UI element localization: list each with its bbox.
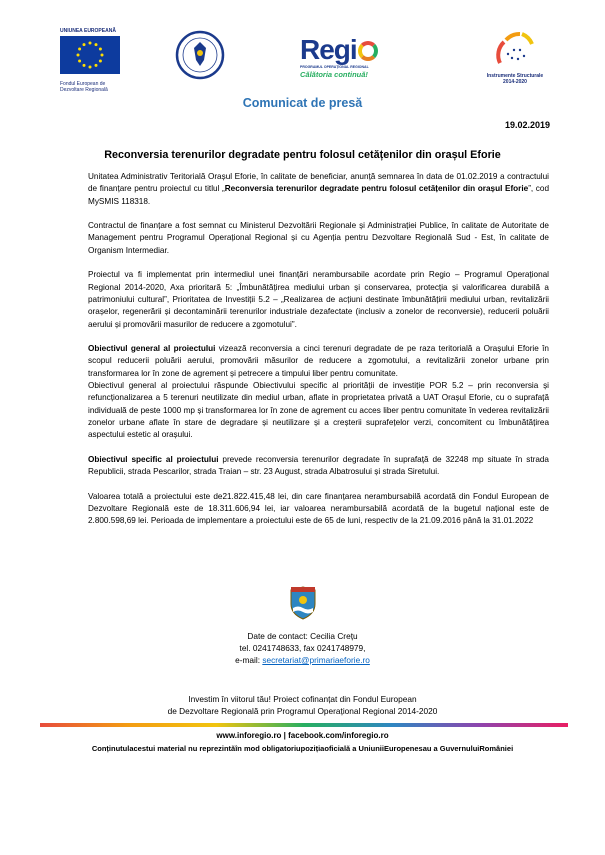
release-date: 19.02.2019 [504,120,550,130]
structural-instruments-logo [480,28,550,85]
footer-disclaimer: Conținutulacestui material nu reprezintăîn mod obligatoriupozițiaoficială a UniuniiEuropenesau a GuvernuluiRomâniei [91,744,514,753]
eforie-coat-of-arms-icon [288,586,318,620]
regio-o-icon [358,41,378,61]
document-title: Reconversia terenurilor degradate pentru folosul cetățenilor din orașul Eforie [104,149,501,161]
regio-logo [300,36,410,79]
contact-person: Date de contact: Cecilia Crețu [247,631,358,641]
paragraph-announcement: Unitatea Administrativ Teritorială Orașul Eforie, în calitate de beneficiar, anunță semnarea în data de 01.02.2019 a contractului de finanțare pentru proiectul cu titlul „Reconversia terenurilor degradate pentru folosul cetățenilor din orașul Eforie”, cod MySMIS 118318. [88,172,550,206]
eu-logo [60,28,122,93]
contact-email-line: e-mail: secretariat@primariaeforie.ro [235,655,370,665]
paragraph-general-objective: Obiectivul general al proiectului vizează reconversia a cinci terenuri degradate de pe raza teritorială a Orașului Eforie în scopul reducerii poluării aerului, promovării măsurilor de reducere a zgomotului, a revitalizării zonelor urbane prin transformarea lor în zone de agrement și petrecere a timpului liber pentru comunitate. [88,344,549,378]
regio-logo-subtitle: PROGRAMUL OPERAȚIONAL REGIONAL [300,65,369,69]
document-body [88,171,549,540]
paragraph-financing: Proiectul va fi implementat prin intermediul unei finanțări nerambursabile acordate prin Regio – Programul Operațional Regional 2014-2020, Axa prioritară 5: „Îmbunătățirea mediului urban și conservarea, protecția și valorificarea durabilă a patrimoniului cultural”, Prioritatea de Investiții 5.2 – „Realizarea de acțiuni destinate îmbunătățirii mediului urban, revitalizării orașelor, regenerării și decontaminării terenurilor industriale dezafectate (inclusiv a zonelor de reconversie), reducerii poluării aerului și promovării masurilor de reducere a zgomotului”. [88,270,549,329]
contact-phone: tel. 0241748633, fax 0241748979, [239,643,366,653]
eu-flag-icon [60,36,120,74]
eu-logo-fund: Fondul European de Dezvoltare Regională [60,81,108,93]
funding-statement: Investim în viitorul tău! Proiect cofinanțat din Fondul European de Dezvoltare Regională prin Programul Operațional Regional 2014-2020 [167,694,438,716]
contact-block [0,630,605,666]
eu-logo-caption: UNIUNEA EUROPEANĂ [60,28,116,34]
regio-logo-slogan: Călătoria continuă! [300,70,368,79]
email-link[interactable]: secretariat@primariaeforie.ro [262,655,370,665]
footer-links[interactable]: www.inforegio.ro | facebook.com/inforegio.ro [216,731,389,740]
logo-strip [0,18,605,93]
footer-divider [40,723,568,727]
press-release-heading: Comunicat de presă [242,96,363,110]
paragraph-budget: Valoarea totală a proiectului este de21.822.415,48 lei, din care finanțarea nerambursabilă acordată din Fondul European de Dezvoltare Regională este de 18.311.606,94 lei, iar valoarea nerambursabilă acordată de la bugetul național este de 2.800.598,69 lei. Perioada de implementare a proiectului este de 65 de luni, respectiv de la 21.09.2016 până la 31.01.2022 [88,491,549,526]
regio-logo-word: Regi [300,34,357,65]
paragraph-objective-alignment: Obiectivul general al proiectului răspunde Obiectivului specific al priorității de investiție POR 5.2 – prin reconversia și refuncționalizarea a 5 terenuri neutilizate din mediul urban, aflate in proprietatea privată a UAT Orașul Eforie, cu o suprafață individuală de peste 1000 mp și transformarea lor în zone de agrement cu acces liber pentru comunitate în vederea revitalizării zonelor urbane aflate în stare de degradare și neutilizare și a creșterii suprafețelor verzi, concomitent cu îmbunătățirea aspectului estetic al orașului. [88,381,549,440]
structural-instruments-caption: Instrumente Structurale 2014-2020 [486,73,544,85]
government-crest-icon [175,26,225,84]
structural-instruments-icon [490,28,540,68]
paragraph-specific-objective: Obiectivul specific al proiectului prevede reconversia terenurilor degradate în suprafață de 32248 mp situate în strada Republicii, strada Pescarilor, strada Traian – str. 23 August, strada Albatrosului și strada Siretului. [88,454,549,477]
paragraph-contract: Contractul de finanțare a fost semnat cu Ministerul Dezvoltării Regionale și Administrației Publice, în calitate de Autoritate de Management pentru Programul Operațional Regional și cu Agenția pentru Dezvoltare Regională Sud - Est, în calitate de Organism Intermediar. [88,221,549,255]
